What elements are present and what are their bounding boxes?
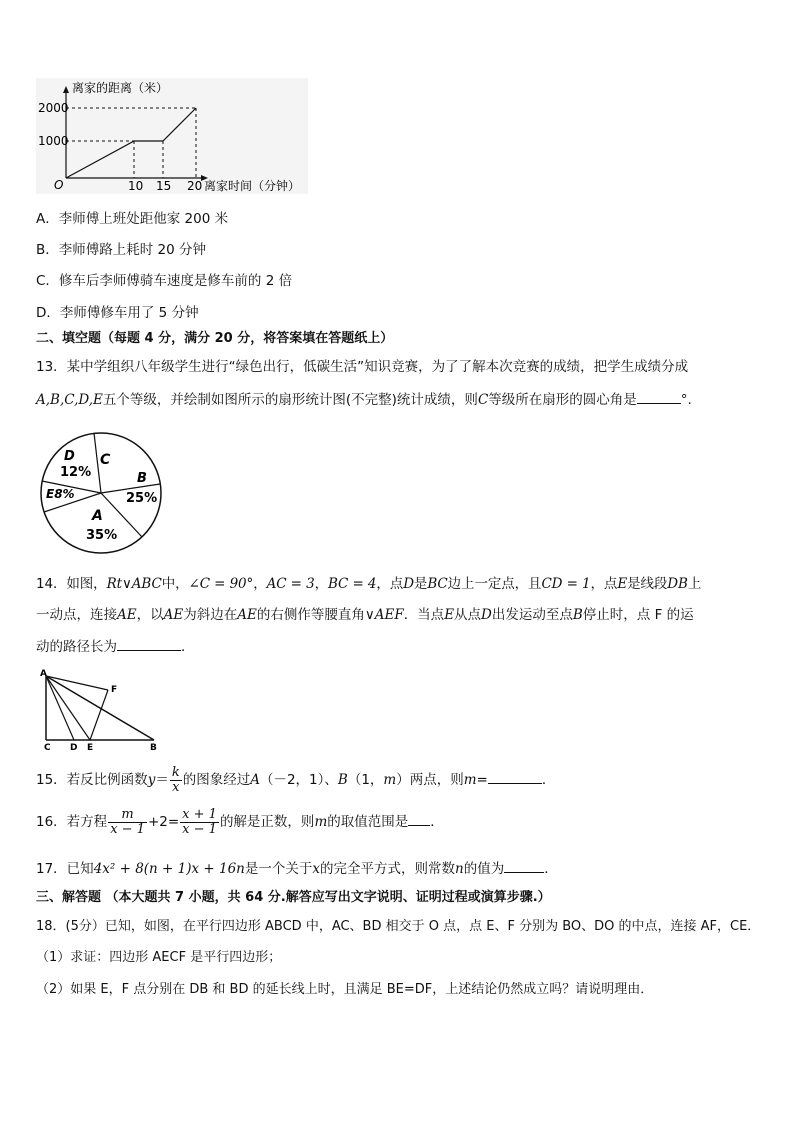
q16-fraction-2 [180,808,219,836]
section-2-header: 二、填空题（每题 4 分，满分 20 分，将答案填在答题纸上） [36,331,394,346]
q14-l2b: ，以 [136,607,164,623]
q13-line2 [36,388,692,408]
q14-line1 [36,572,701,592]
q16-num1: m [108,808,147,823]
q14-aef: ∨AEF [364,607,404,623]
q14-p1: 14．如图， [36,576,107,592]
q14-p9: 是线段 [627,576,668,592]
option-d: D．李师傅修车用了 5 分钟 [36,305,199,321]
q13-answer-blank[interactable] [637,403,681,404]
q15-m: m [383,772,397,789]
q17-p2: 是一个关于 [244,861,313,877]
q13-unit: °. [680,392,692,408]
q15-num: k [171,765,180,780]
q15-p6: = [476,772,488,789]
pie-label-b: B [137,471,147,486]
q17-expression: 4x² + 8(n + 1)x + 16n [93,861,245,877]
q17-p1: 17．已知 [36,861,94,877]
pie-label-d: D [64,449,75,464]
q13-line2-tail: 等级所在扇形的圆心角是 [488,392,637,408]
q16-num2: x + 1 [182,807,217,822]
q15-p5: ）两点，则 [396,772,464,789]
graph-x-tick-20: 20 [187,179,203,193]
q14-l3: 动的路径长为 [36,639,117,655]
tri-label-f: F [111,685,118,695]
q15-p2: 的图象经过 [182,772,251,789]
q15-y: y [147,772,156,789]
q16-den2: x − 1 [182,821,217,837]
q16-p1: 16．若方程 [36,814,108,831]
q14-l2g: 出发运动至点 [491,607,573,623]
distance-time-graph [36,78,326,198]
q14-p7: 边上一定点，且 [447,576,542,592]
q14-cd: CD = 1 [541,576,591,592]
q14-line2 [36,603,694,623]
pie-label-c: C [100,452,111,468]
q15-den: x [172,779,180,795]
q17-p3: 的完全平方式，则常数 [320,861,456,877]
q15-p4: （1， [347,772,384,789]
q13-var-c: C [477,392,489,408]
q17-end: ． [544,861,558,877]
tri-label-a: A [40,669,47,679]
q16-p4: 的取值范围是 [327,814,409,831]
q16-end: ． [430,814,444,831]
graph-y-tick-1000: 1000 [38,134,69,148]
q15-b: B [337,772,348,789]
q14-answer-blank[interactable] [117,650,181,651]
q14-rt: Rt∨ABC [106,576,162,592]
q18-stem: 18．(5分）已知，如图，在平行四边形 ABCD 中，AC、BD 相交于 O 点，点 E、F 分别为 BO、DO 的中点，连接 AF，CE． [36,919,761,934]
q14-l2c: 为斜边在 [183,607,238,623]
q17-line [36,857,558,877]
q15-fraction [170,766,182,794]
q17-n: n [455,861,464,877]
q14-p3: ， [253,576,267,592]
graph-y-tick-2000: 2000 [38,101,69,115]
q14-p8: ，点 [590,576,618,592]
option-c: C．修车后李师傅骑车速度是修车前的 2 倍 [36,273,293,289]
triangle-figure [36,668,166,752]
tri-label-d: D [70,743,78,752]
q14-e: E [617,576,628,592]
tri-label-b: B [150,743,157,752]
q15-eq: ＝ [155,772,169,789]
q16-p2: +2= [147,814,180,831]
q15-answer-blank[interactable] [488,783,542,784]
pie-pct-a: 35% [86,528,118,543]
q14-l3-end: ． [181,639,195,655]
q17-p4: 的值为 [463,861,505,877]
q14-p6: 是 [413,576,428,592]
q13-line2-text: 五个等级，并绘制如图所示的扇形统计图(不完整)统计成绩，则 [102,392,478,408]
q14-ae2: AE [163,607,184,623]
q16-fraction-1 [108,808,147,836]
q14-p10: 上 [687,576,702,592]
q14-e2: E [444,607,455,623]
q16-p3: 的解是正数，则 [219,814,315,831]
graph-y-axis-label: 离家的距离（米） [72,81,169,95]
q17-answer-blank[interactable] [504,872,544,873]
q14-d2: D [481,607,492,623]
tri-label-e: E [87,743,94,752]
pie-pct-d: 12% [60,465,92,480]
tri-label-c: C [44,743,51,752]
q16-den1: x − 1 [110,821,145,837]
pie-chart [34,432,174,558]
q13-grades: A,B,C,D,E [36,392,103,408]
q18-part2: （2）如果 E，F 点分别在 DB 和 BD 的延长线上时，且满足 BE=DF，上述结论仍然成立吗？请说明理由． [36,982,654,997]
q14-ac: AC = 3 [266,576,315,592]
q17-x: x [312,861,321,877]
q14-p5: ，点 [376,576,404,592]
q16-answer-blank[interactable] [408,825,430,826]
graph-x-tick-10: 10 [128,179,144,193]
q18-part1: （1）求证：四边形 AECF 是平行四边形； [36,950,282,965]
graph-origin: O [54,178,64,192]
q14-l2e: ．当点 [403,607,445,623]
q14-ae: AE [117,607,137,623]
graph-x-tick-15: 15 [156,179,172,193]
q14-bc: BC = 4 [327,576,377,592]
graph-x-axis-label: 离家时间（分钟） [204,179,301,193]
q13-line1: 13．某中学组织八年级学生进行“绿色出行，低碳生活”知识竞赛，为了了解本次竞赛的成绩，把学生成绩分成 [36,359,689,375]
q16-line [36,808,444,836]
q14-l2d: 的右侧作等腰直角 [256,607,365,623]
q14-d: D [403,576,414,592]
q14-l2h: 停止时，点 F 的运 [582,607,694,623]
q14-ae3: AE [237,607,257,623]
q14-bc2: BC [427,576,448,592]
q15-p3: （－2，1）、 [259,772,338,789]
q14-line3 [36,635,195,655]
q15-a: A [250,772,260,789]
q14-l2f: 从点 [454,607,482,623]
q15-end: ． [541,772,556,789]
pie-label-a: A [92,508,103,524]
q14-angle: ∠C = 90° [188,576,254,592]
q15-line [36,766,555,794]
q14-b: B [572,607,583,623]
q14-l2a: 一动点，连接 [36,607,117,623]
section-3-header: 三、解答题 （本大题共 7 小题，共 64 分.解答应写出文字说明、证明过程或演算步骤.） [36,890,551,905]
pie-pct-b: 25% [126,491,158,506]
option-b: B．李师傅路上耗时 20 分钟 [36,242,207,258]
q16-m: m [314,814,328,831]
pie-label-e: E8% [46,487,75,501]
q15-m2: m [463,772,477,789]
q15-p1: 15．若反比例函数 [36,772,148,789]
option-a: A．李师傅上班处距他家 200 米 [36,211,229,227]
q14-p2: 中， [161,576,189,592]
q14-p4: ， [314,576,328,592]
q14-db: DB [667,576,688,592]
